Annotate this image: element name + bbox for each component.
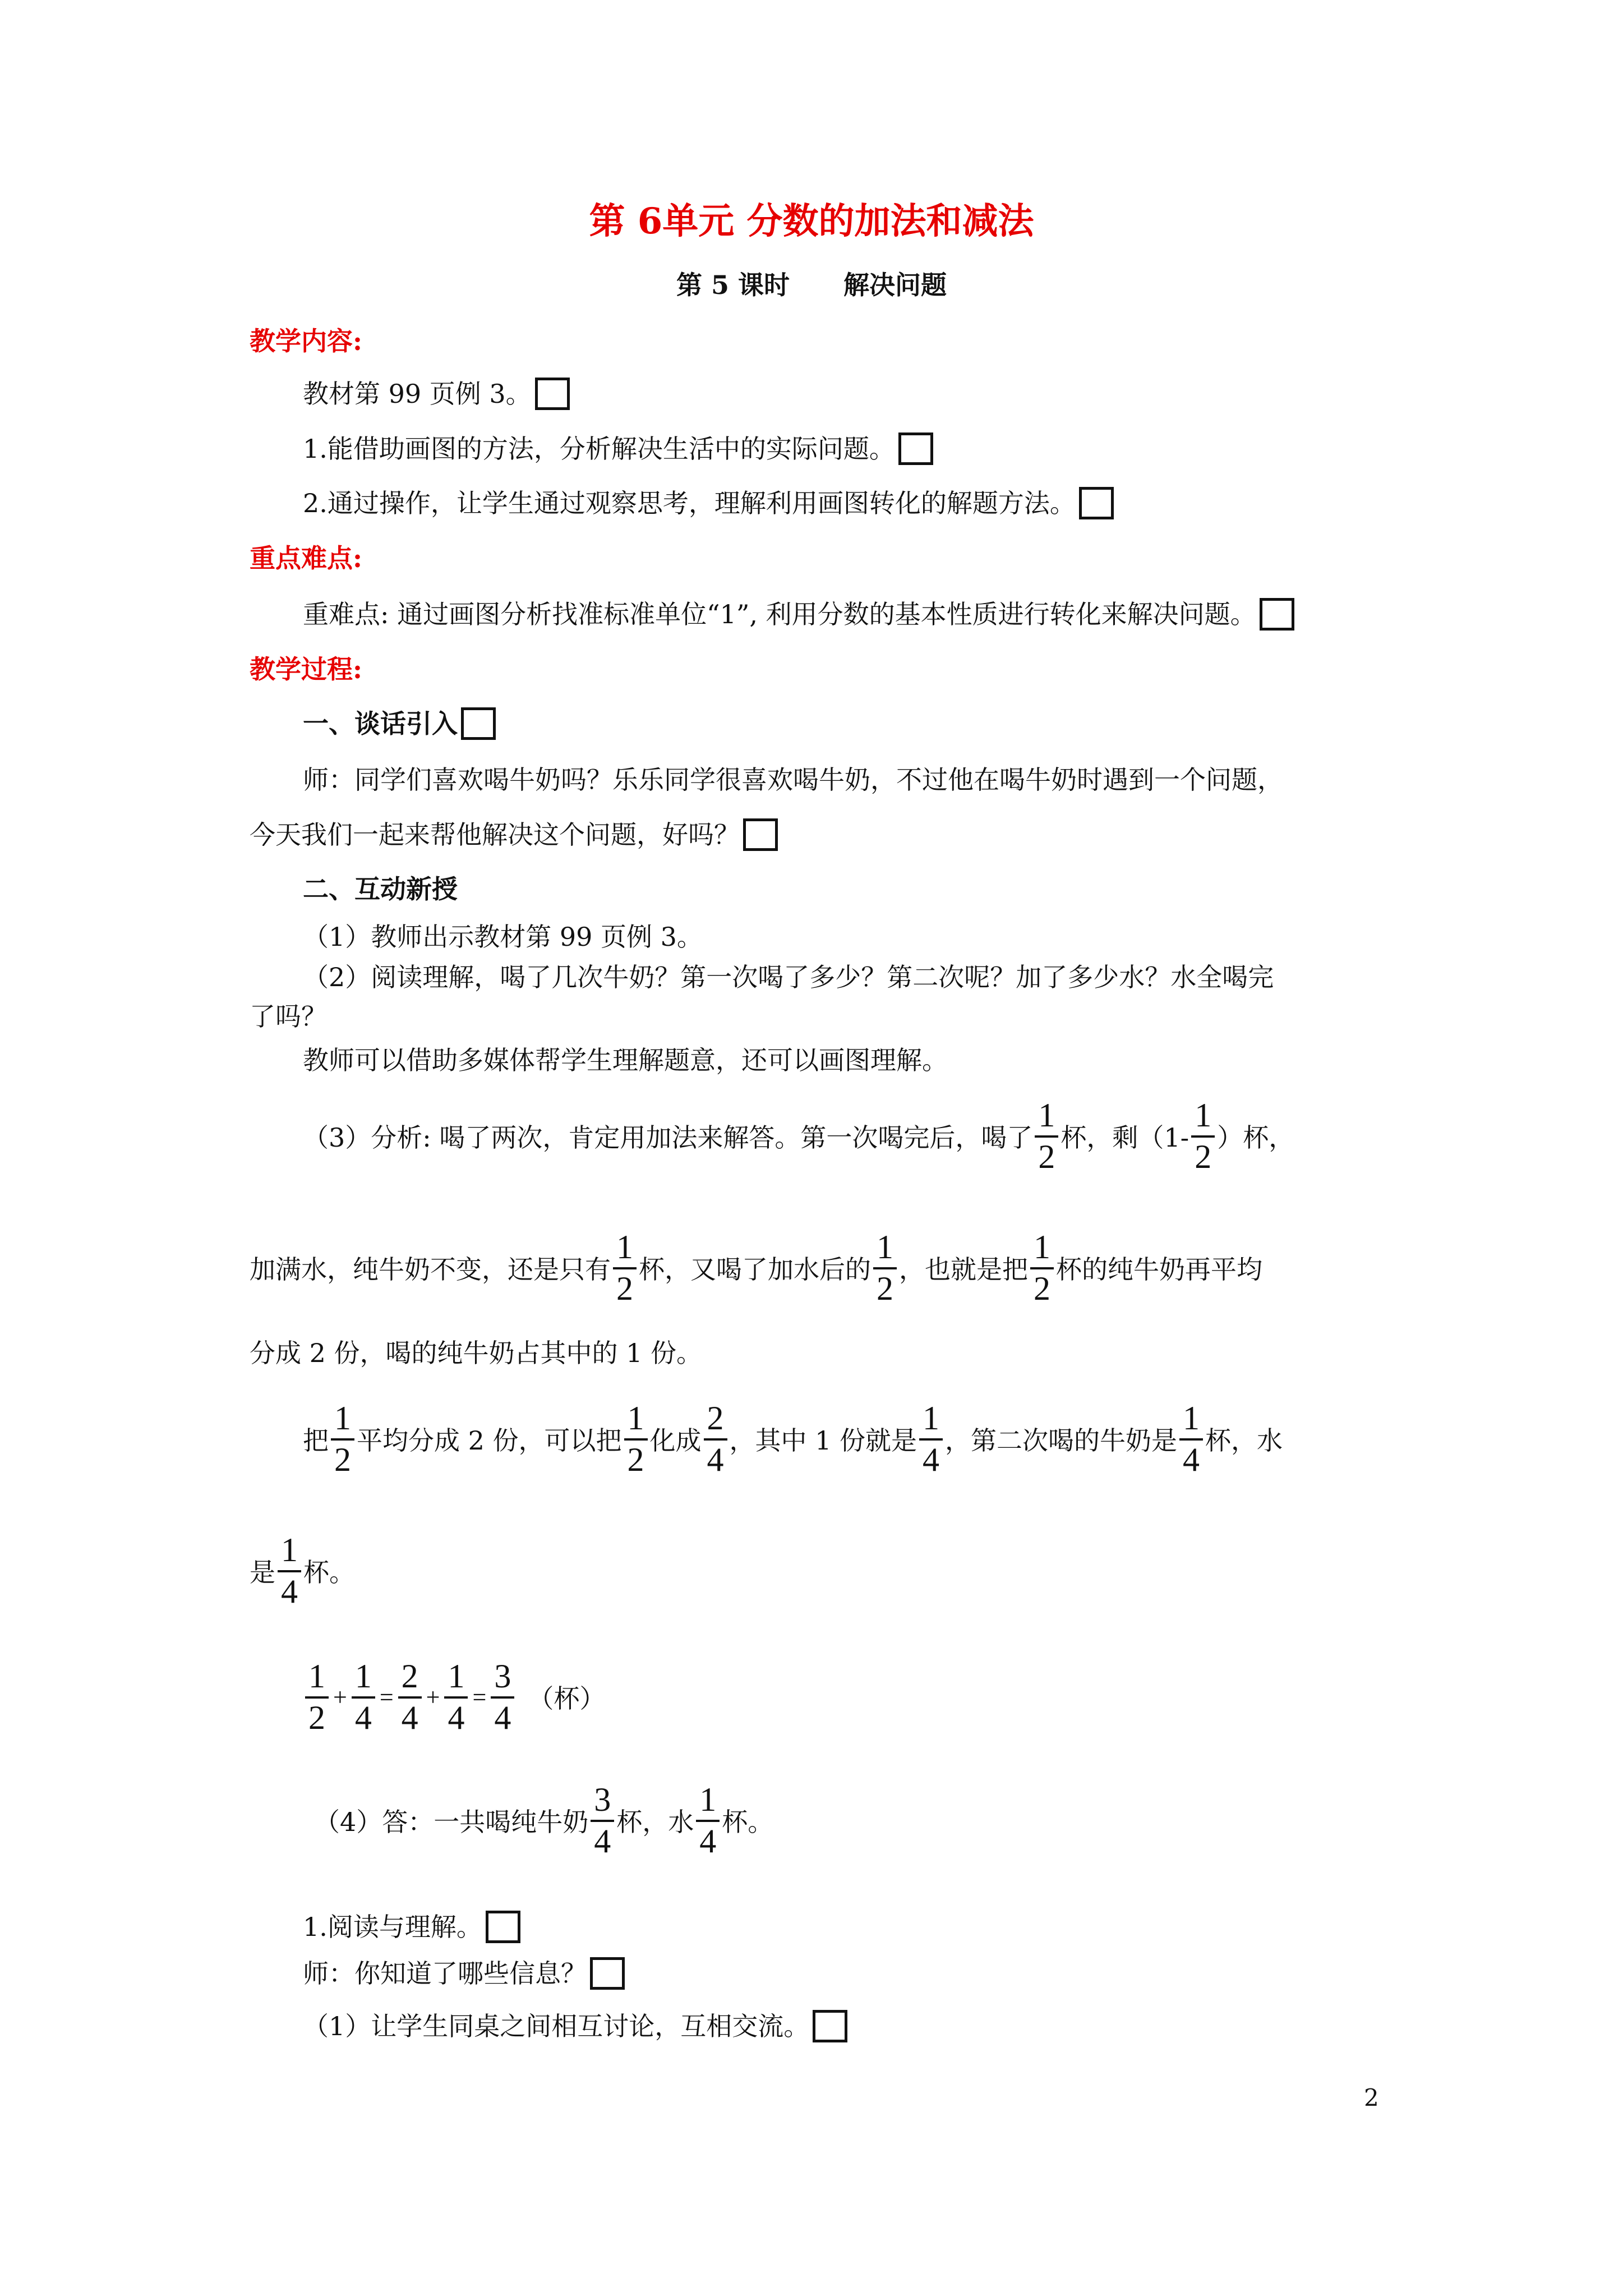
answer-line: （4）答：一共喝纯牛奶 $\frac{3}{4}$ 杯，水 $\frac{1}{4}$ 杯。	[314, 1781, 774, 1860]
fraction: $\frac{1}{4}$	[278, 1533, 301, 1608]
checkbox[interactable]	[813, 2010, 847, 2042]
fraction: $\frac{3}{4}$	[491, 1659, 514, 1734]
checkbox[interactable]	[486, 1911, 520, 1943]
section-heading-key: 重点难点:	[250, 543, 362, 573]
checkbox[interactable]	[743, 818, 778, 851]
content-line: 教材第 99 页例 3。	[303, 377, 570, 412]
fraction: $\frac{3}{4}$	[591, 1783, 614, 1858]
checkbox[interactable]	[535, 378, 570, 410]
equation: $\frac{1}{2}$ + $\frac{1}{4}$ = $\frac{2}{4}$ + $\frac{1}{4}$ = $\frac{3}{4}$ （杯）	[303, 1660, 605, 1733]
fraction: $\frac{1}{4}$	[352, 1659, 375, 1734]
page-number: 2	[1364, 2084, 1379, 2111]
step-2-line-2: 了吗？	[250, 1001, 327, 1032]
key-line: 重难点: 通过画图分析找准标准单位“1”, 利用分数的基本性质进行转化来解决问题。	[303, 597, 1294, 633]
fraction: $\frac{1}{2}$	[331, 1401, 354, 1476]
goal-line-1: 1.能借助画图的方法，分析解决生活中的实际问题。	[303, 432, 933, 467]
fraction: $\frac{1}{2}$	[873, 1230, 897, 1305]
unit-title: 第 6单元 分数的加法和减法	[589, 200, 1034, 242]
checkbox[interactable]	[461, 707, 496, 740]
section-heading-content: 教学内容:	[250, 326, 362, 356]
analysis-line-d: 把 $\frac{1}{2}$ 平均分成 2 份，可以把 $\frac{1}{2}$ 化成 $\frac{2}{4}$ ，其中 1 份就是 $\frac{1}{4}$ ，第二次喝的牛奶是 $\frac{1}{4}$ 杯，水	[303, 1400, 1283, 1478]
fraction: $\frac{1}{2}$	[305, 1659, 329, 1734]
fraction: $\frac{1}{2}$	[1035, 1098, 1058, 1174]
checkbox[interactable]	[590, 1957, 625, 1990]
read-line-3: （1）让学生同桌之间相互讨论，互相交流。	[303, 2009, 847, 2045]
analysis-line-c: 分成 2 份，喝的纯牛奶占其中的 1 份。	[250, 1338, 703, 1368]
fraction: $\frac{1}{2}$	[624, 1401, 648, 1476]
step-2-line-3: 教师可以借助多媒体帮学生理解题意，还可以画图理解。	[303, 1045, 948, 1075]
checkbox[interactable]	[898, 432, 933, 465]
step-3-line: （3）分析: 喝了两次，肯定用加法来解答。第一次喝完后，喝了 $\frac{1}{2}$ 杯，剩（1- $\frac{1}{2}$ ）杯，	[303, 1097, 1295, 1175]
section-heading-process: 教学过程:	[250, 654, 362, 684]
lesson-title: 第 5 课时 解决问题	[676, 270, 947, 300]
step-2-line-1: （2）阅读理解，喝了几次牛奶？第一次喝了多少？第二次呢？加了多少水？水全喝完	[303, 962, 1274, 992]
talk-line-2: 今天我们一起来帮他解决这个问题，好吗？	[250, 818, 778, 853]
part-2-heading: 二、互动新授	[303, 874, 458, 904]
fraction: $\frac{1}{4}$	[919, 1401, 943, 1476]
goal-line-2: 2.通过操作，让学生通过观察思考，理解利用画图转化的解题方法。	[303, 486, 1114, 522]
fraction: $\frac{1}{4}$	[444, 1659, 468, 1734]
read-line-2: 师：你知道了哪些信息？	[303, 1957, 625, 1992]
analysis-line-e: 是 $\frac{1}{4}$ 杯。	[250, 1531, 355, 1610]
read-line-1: 1.阅读与理解。	[303, 1910, 520, 1945]
fraction: $\frac{2}{4}$	[398, 1659, 422, 1734]
part-1-heading: 一、谈话引入	[303, 707, 496, 742]
fraction: $\frac{1}{2}$	[1191, 1098, 1215, 1174]
checkbox[interactable]	[1260, 598, 1294, 631]
step-1: （1）教师出示教材第 99 页例 3。	[303, 922, 703, 952]
fraction: $\frac{1}{4}$	[1179, 1401, 1203, 1476]
analysis-line-b: 加满水，纯牛奶不变，还是只有 $\frac{1}{2}$ 杯，又喝了加水后的 $\frac{1}{2}$ ，也就是把 $\frac{1}{2}$ 杯的纯牛奶再平均	[250, 1228, 1262, 1307]
fraction: $\frac{1}{4}$	[696, 1783, 720, 1858]
fraction: $\frac{1}{2}$	[613, 1230, 637, 1305]
checkbox[interactable]	[1079, 487, 1114, 519]
fraction: $\frac{2}{4}$	[704, 1401, 727, 1476]
talk-line-1: 师：同学们喜欢喝牛奶吗？乐乐同学很喜欢喝牛奶，不过他在喝牛奶时遇到一个问题，	[303, 765, 1283, 795]
fraction: $\frac{1}{2}$	[1030, 1230, 1054, 1305]
